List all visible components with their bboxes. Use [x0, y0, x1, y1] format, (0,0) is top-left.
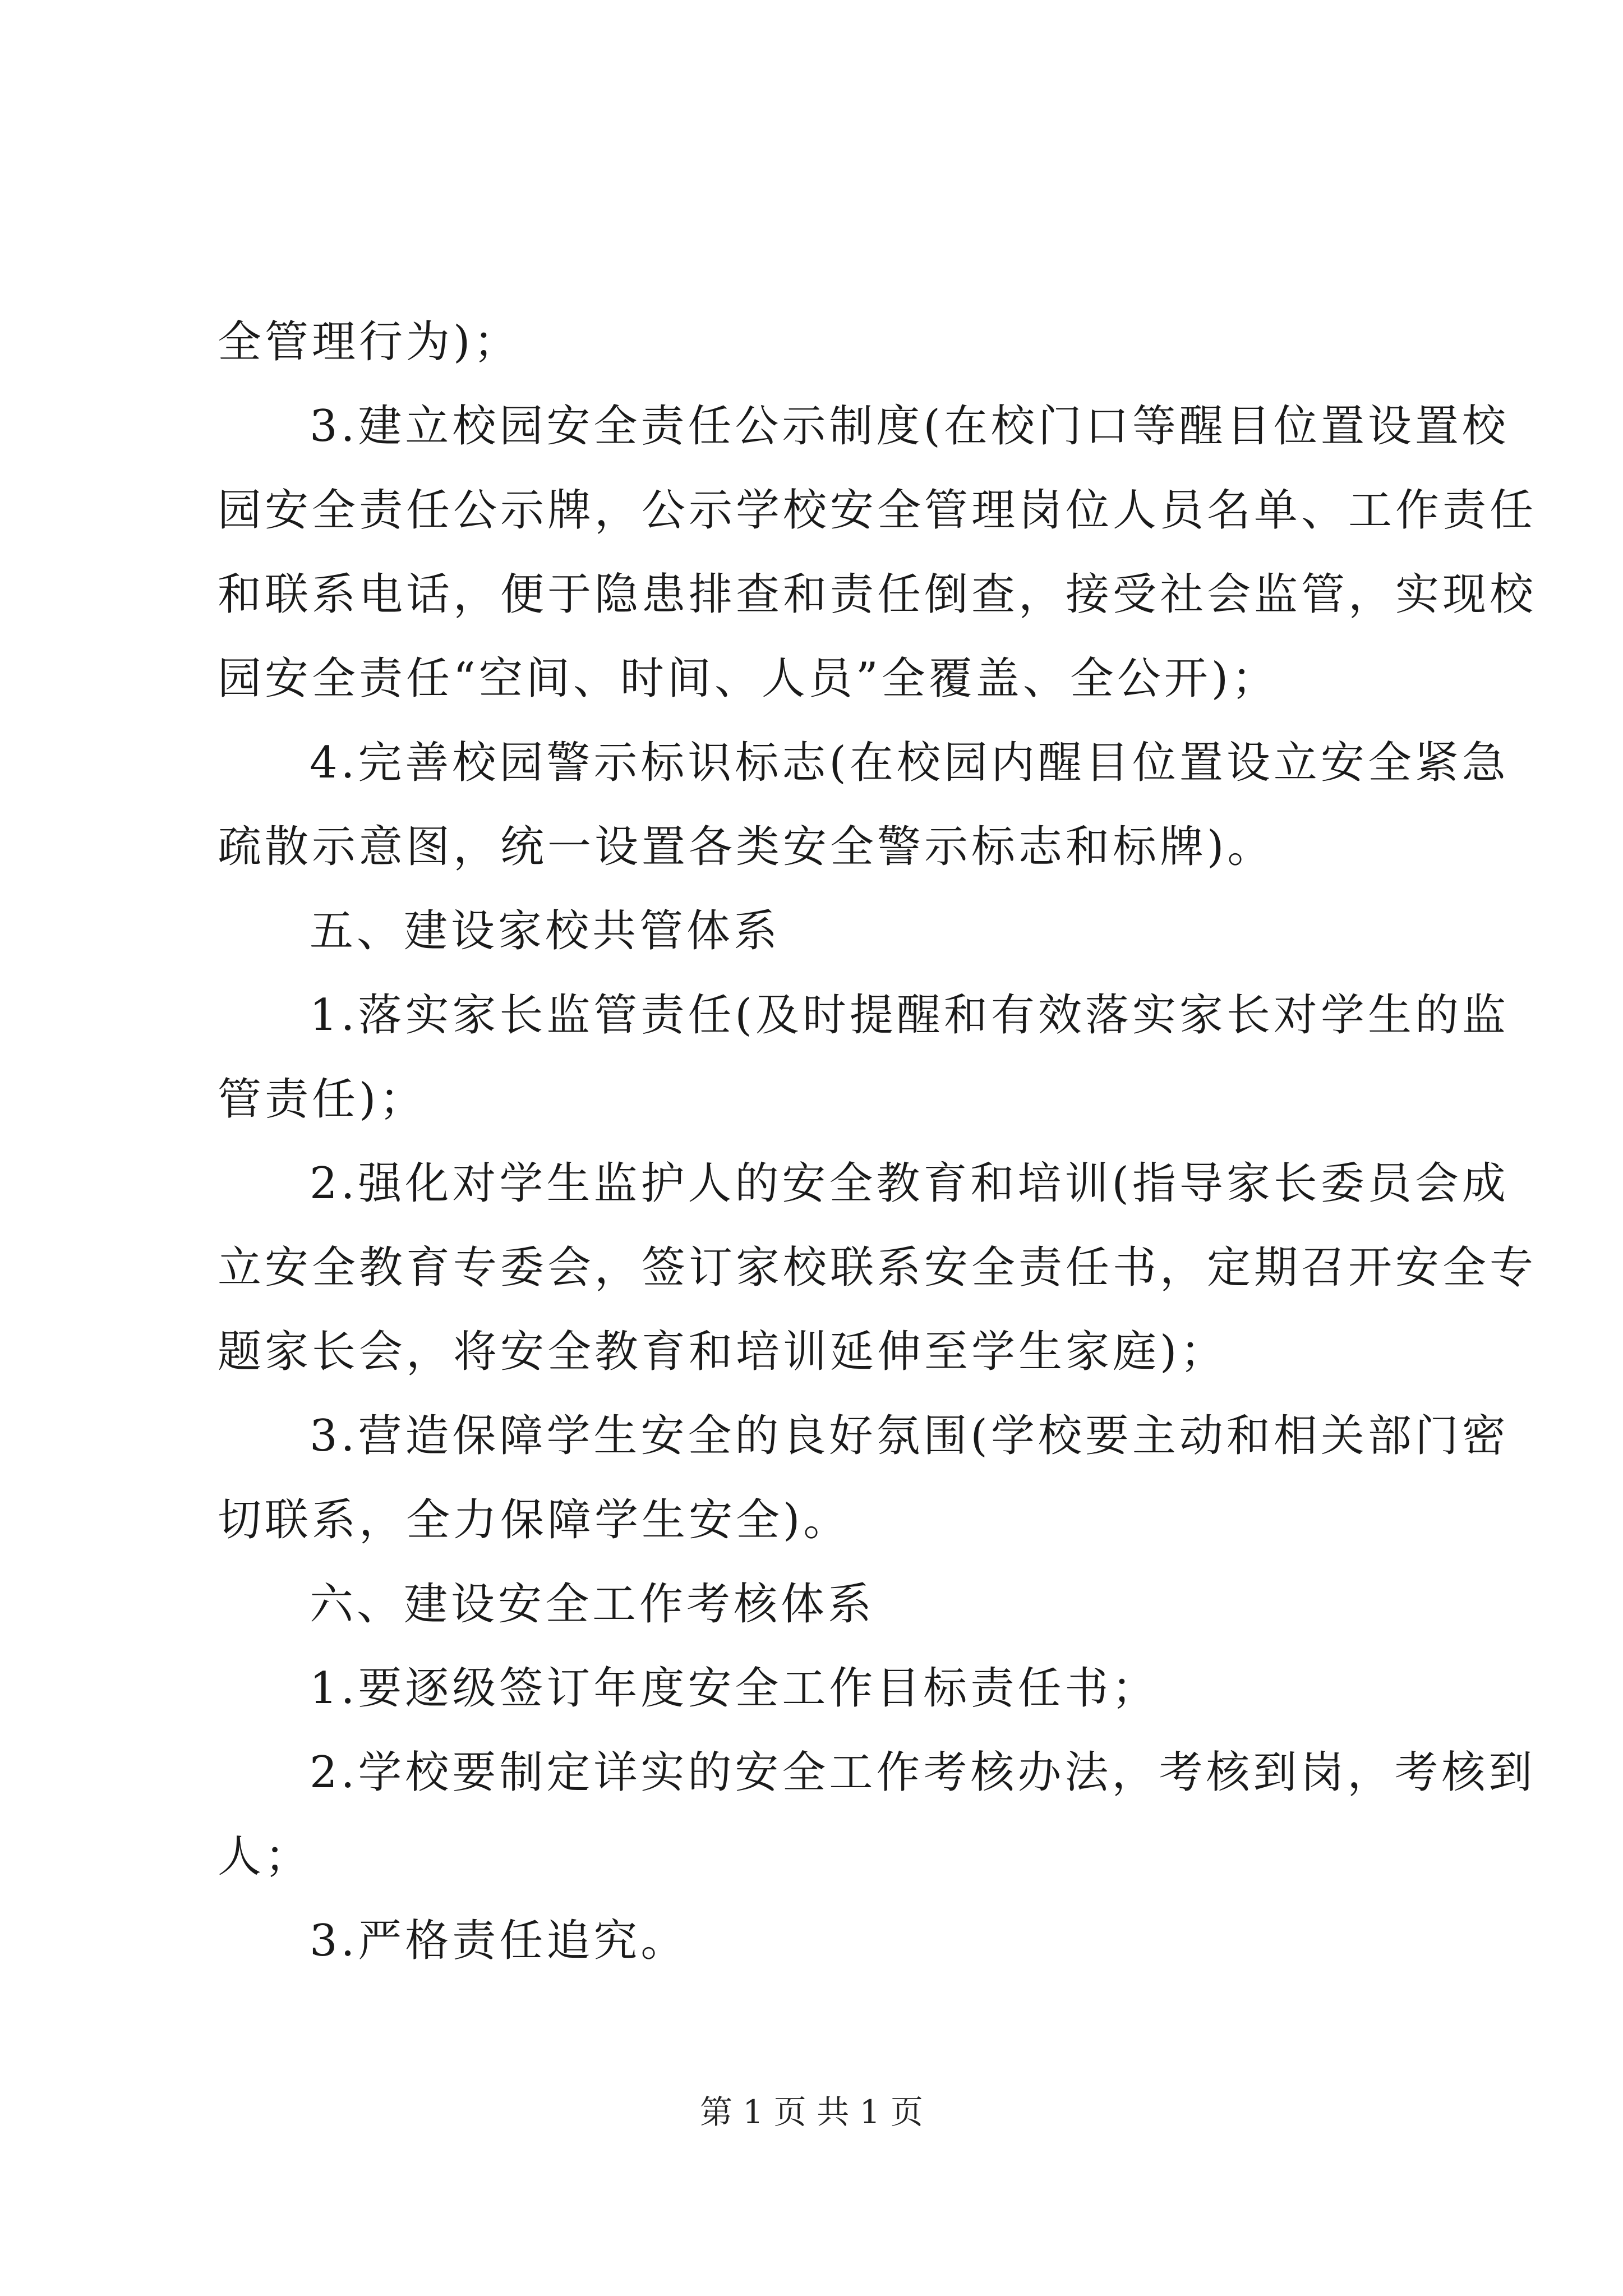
text-line: 4.完善校园警示标识标志(在校园内醒目位置设立安全紧急: [310, 738, 1509, 788]
text-line: 和联系电话，便于隐患排查和责任倒查，接受社会监管，实现校: [218, 569, 1537, 620]
text-line: 3.建立校园安全责任公示制度(在校门口等醒目位置设置校: [310, 401, 1509, 452]
text-line: 题家长会，将安全教育和培训延伸至学生家庭)；: [218, 1327, 1228, 1377]
text-line: 立安全教育专委会，签订家校联系安全责任书，定期召开安全专: [218, 1243, 1537, 1293]
text-line: 园安全责任“空间、时间、人员”全覆盖、全公开)；: [218, 654, 1279, 704]
text-line: 管责任)；: [218, 1074, 427, 1125]
text-line: 1.落实家长监管责任(及时提醒和有效落实家长对学生的监: [310, 990, 1509, 1041]
text-line: 2.学校要制定详实的安全工作考核办法，考核到岗，考核到: [310, 1747, 1536, 1798]
text-line: 1.要逐级签订年度安全工作目标责任书；: [310, 1663, 1159, 1714]
section-heading: 五、建设家校共管体系: [310, 906, 781, 956]
text-line: 3.严格责任追究。: [310, 1916, 688, 1966]
page-footer: 第 1 页 共 1 页: [700, 2093, 923, 2131]
text-line: 切联系，全力保障学生安全)。: [218, 1495, 851, 1545]
text-line: 园安全责任公示牌，公示学校安全管理岗位人员名单、工作责任: [218, 485, 1537, 536]
section-heading: 六、建设安全工作考核体系: [310, 1579, 875, 1630]
text-line: 全管理行为)；: [218, 317, 521, 367]
document-body: [218, 300, 1537, 1983]
text-line: 3.营造保障学生安全的良好氛围(学校要主动和相关部门密: [310, 1411, 1509, 1461]
text-line: 2.强化对学生监护人的安全教育和培训(指导家长委员会成: [310, 1158, 1509, 1209]
text-line: 人；: [218, 1832, 312, 1882]
text-line: 疏散示意图，统一设置各类安全警示标志和标牌)。: [218, 822, 1275, 872]
